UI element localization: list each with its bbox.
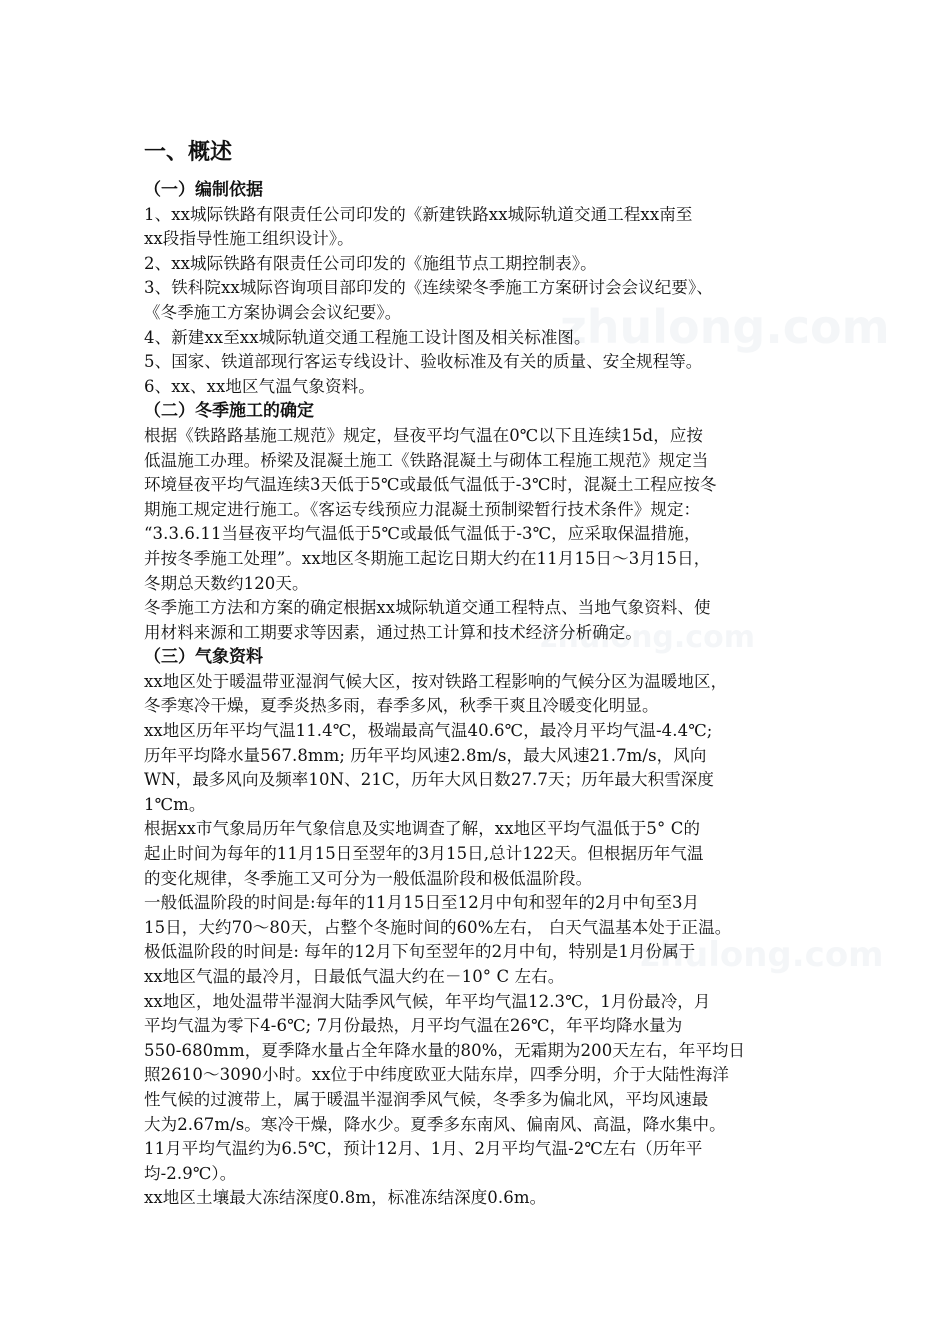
paragraph-line: xx地区历年平均气温11.4℃，极端最高气温40.6℃，最冷月平均气温-4.4℃; — [144, 721, 713, 741]
paragraph-line: 极低温阶段的时间是: 每年的12月下旬至翌年的2月中旬，特别是1月份属于 — [144, 942, 696, 962]
paragraph-line: 低温施工办理。桥梁及混凝土施工《铁路混凝土与砌体工程施工规范》规定当 — [144, 450, 709, 470]
paragraph-line: 1、xx城际铁路有限责任公司印发的《新建铁路xx城际轨道交通工程xx南至 — [144, 204, 693, 224]
paragraph-line: 5、国家、铁道部现行客运专线设计、验收标准及有关的质量、安全规程等。 — [144, 352, 703, 372]
paragraph-line: 3、铁科院xx城际咨询项目部印发的《连续梁冬季施工方案研讨会会议纪要》、 — [144, 278, 713, 298]
paragraph-line: 用材料来源和工期要求等因素，通过热工计算和技术经济分析确定。 — [144, 622, 642, 642]
paragraph-line: 环境昼夜平均气温连续3天低于5℃或最低气温低于-3℃时，混凝土工程应按冬 — [144, 475, 717, 495]
paragraph-line: 根据xx市气象局历年气象信息及实地调查了解，xx地区平均气温低于5° C的 — [144, 819, 701, 839]
paragraph-line: xx地区，地处温带半湿润大陆季风气候，年平均气温12.3℃，1月份最冷，月 — [144, 991, 711, 1011]
document-body — [144, 138, 816, 1211]
paragraph-line: 15日，大约70～80天，占整个冬施时间的60%左右， 白天气温基本处于正温。 — [144, 917, 732, 937]
paragraph-line: 6、xx、xx地区气温气象资料。 — [144, 376, 375, 396]
watermark: zhulong.com — [540, 620, 755, 655]
paragraph-line: 并按冬季施工处理”。xx地区冬期施工起讫日期大约在11月15日～3月15日， — [144, 548, 711, 568]
paragraph-line: 大为2.67m/s。寒冷干燥，降水少。夏季多东南风、偏南风、高温，降水集中。 — [144, 1114, 726, 1134]
paragraph-line: 《冬季施工方案协调会会议纪要》。 — [144, 302, 402, 322]
paragraph-line: 550-680mm，夏季降水量占全年降水量的80%，无霜期为200天左右，年平均日 — [144, 1040, 746, 1060]
watermark: zhulong.com — [560, 300, 890, 354]
section-heading: （一）编制依据 — [144, 180, 263, 200]
paragraph-line: WN，最多风向及频率10N、21C，历年大风日数27.7天；历年最大积雪深度 — [144, 770, 714, 790]
watermark: zhulong.com — [640, 935, 884, 975]
paragraph-line: 起止时间为每年的11月15日至翌年的3月15日,总计122天。但根据历年气温 — [144, 844, 704, 864]
paragraph-line: xx地区土壤最大冻结深度0.8m，标准冻结深度0.6m。 — [144, 1188, 547, 1208]
page-title: 一、概述 — [144, 140, 233, 165]
section-basis — [144, 178, 816, 399]
paragraph-line: 2、xx城际铁路有限责任公司印发的《施组节点工期控制表》。 — [144, 253, 597, 273]
section-heading: （三）气象资料 — [144, 647, 263, 668]
paragraph-line: 照2610～3090小时。xx位于中纬度欧亚大陆东岸，四季分明，介于大陆性海洋 — [144, 1065, 729, 1085]
paragraph-line: 的变化规律，冬季施工又可分为一般低温阶段和极低温阶段。 — [144, 868, 593, 888]
paragraph-line: 期施工规定进行施工。《客运专线预应力混凝土预制梁暂行技术条件》规定： — [144, 499, 701, 519]
paragraph-line: 性气候的过渡带上，属于暖温半湿润季风气候，冬季多为偏北风，平均风速最 — [144, 1089, 709, 1109]
paragraph-line: 1℃m。 — [144, 794, 206, 814]
section-winter-determination — [144, 399, 816, 645]
section-meteorology — [144, 645, 816, 1211]
paragraph-line: xx地区处于暖温带亚湿润气候大区，按对铁路工程影响的气候分区为温暖地区， — [144, 671, 728, 691]
paragraph-line: 均-2.9℃）。 — [144, 1163, 237, 1183]
paragraph-line: 11月平均气温约为6.5℃，预计12月、1月、2月平均气温-2℃左右（历年平 — [144, 1139, 703, 1159]
paragraph-line: xx段指导性施工组织设计》。 — [144, 229, 354, 249]
paragraph-line: 历年平均降水量567.8mm; 历年平均风速2.8m/s，最大风速21.7m/s，风向 — [144, 745, 707, 765]
paragraph-line: 冬季施工方法和方案的确定根据xx城际轨道交通工程特点、当地气象资料、使 — [144, 598, 711, 618]
paragraph-line: “3.3.6.11当昼夜平均气温低于5℃或最低气温低于-3℃，应采取保温措施， — [144, 524, 701, 544]
paragraph-line: 一般低温阶段的时间是:每年的11月15日至12月中旬和翌年的2月中旬至3月 — [144, 893, 700, 913]
paragraph-line: 4、新建xx至xx城际轨道交通工程施工设计图及相关标准图。 — [144, 327, 591, 347]
paragraph-line: 根据《铁路路基施工规范》规定，昼夜平均气温在0℃以下且连续15d，应按 — [144, 425, 704, 445]
paragraph-line: 冬期总天数约120天。 — [144, 573, 309, 593]
paragraph-line: xx地区气温的最冷月，日最低气温大约在－10° C 左右。 — [144, 967, 565, 986]
paragraph-line: 平均气温为零下4-6℃; 7月份最热，月平均气温在26℃，年平均降水量为 — [144, 1016, 683, 1036]
paragraph-line: 冬季寒冷干燥，夏季炎热多雨，春季多风，秋季干爽且冷暖变化明显。 — [144, 696, 659, 716]
section-heading: （二）冬季施工的确定 — [144, 401, 314, 422]
